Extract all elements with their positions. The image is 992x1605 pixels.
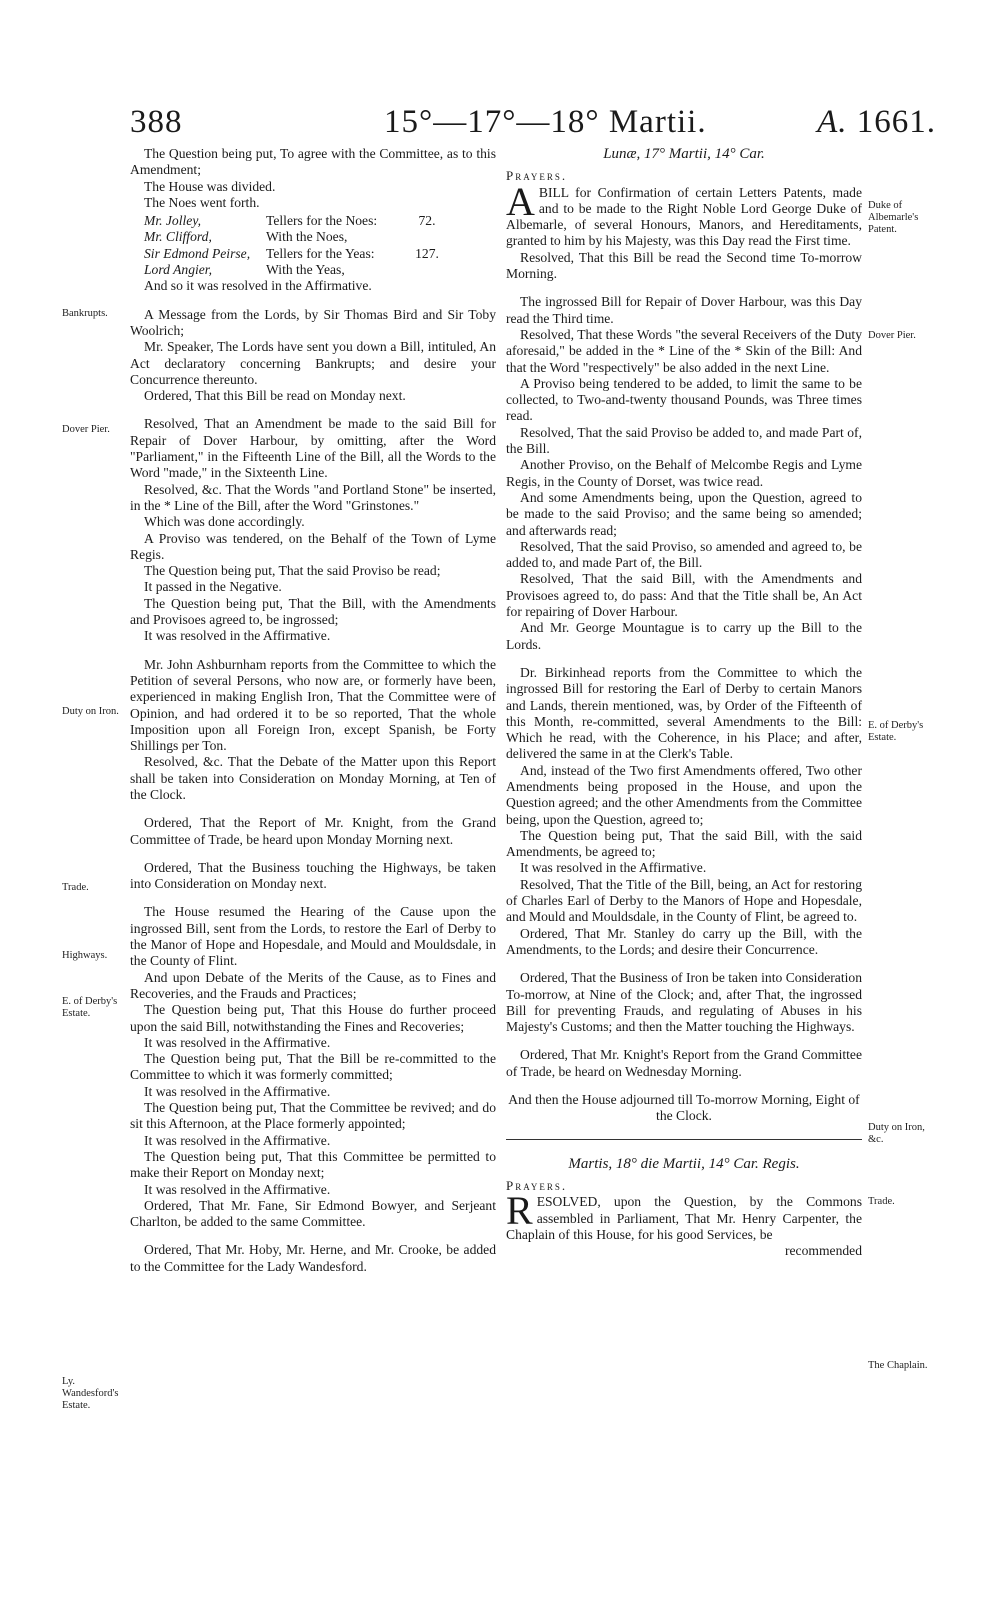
- sitting-date-title: Martis, 18° die Martii, 14° Car. Regis.: [568, 1155, 800, 1172]
- paragraph: Ordered, That the Business touching the Highways, be taken into Consideration on Monday next.: [130, 859, 496, 892]
- paragraph: It was resolved in the Affirmative.: [144, 1083, 331, 1099]
- paragraph: Ordered, That the Report of Mr. Knight, from the Grand Committee of Trade, be heard upon Monday Morning next.: [130, 815, 496, 847]
- paragraph: Another Proviso, on the Behalf of Melcombe Regis and Lyme Regis, in the County of Dorset, was twice read.: [506, 457, 862, 489]
- section-duty-on-iron: [130, 657, 496, 804]
- paragraph: Dr. Birkinhead reports from the Committee to which the ingrossed Bill for restoring the Earl of Derby to certain Manors and Lands, therein mentioned, was, by Order of the Fifteenth of this Month, re-committed, several Amendments to the Bill: Which he read, with the Coherence, in his Place; and after, delivered the same in at the Clerk's Table.: [506, 664, 862, 762]
- header-dates: 15°—17°—18° Martii.: [384, 104, 707, 140]
- margin-note-derby-estate: E. of Derby's Estate.: [868, 720, 924, 743]
- tellers-row: [144, 246, 496, 262]
- section-trade: [506, 1047, 862, 1080]
- section-highways: [130, 860, 496, 893]
- section-trade: [130, 815, 496, 848]
- paragraph: Resolved, &c. That the Debate of the Matter upon this Report shall be taken into Consideration on Monday Morning, at Ten of the Clock.: [130, 754, 496, 802]
- paragraph: The Question being put, That the Bill be re-committed to the Committee to which it was formerly committed;: [130, 1051, 496, 1083]
- teller-role: With the Noes,: [266, 229, 348, 245]
- section-derby-estate: [130, 904, 496, 1230]
- header-year: [817, 104, 936, 141]
- tellers-row: [144, 213, 496, 229]
- paragraph: Resolved, That the said Proviso, so amended and agreed to, be added to, and made Part of, the Bill.: [506, 538, 862, 571]
- paragraph: It was resolved in the Affirmative.: [144, 1132, 331, 1148]
- paragraph: It was resolved in the Affirmative.: [520, 860, 707, 876]
- paragraph: And so it was resolved in the Affirmative.: [144, 278, 372, 294]
- margin-note-wandesford: Ly. Wandesford's Estate.: [62, 1376, 119, 1411]
- section-dover-pier: [506, 294, 862, 653]
- section-derby-estate: [506, 665, 862, 958]
- paragraph: The Question being put, That the Bill, with the Amendments and Provisoes agreed to, be ingrossed;: [130, 595, 496, 628]
- paragraph: The ingrossed Bill for Repair of Dover Harbour, was this Day read the Third time.: [506, 294, 862, 326]
- paragraph: Mr. Speaker, The Lords have sent you down a Bill, intituled, An Act declaratory concerning Bankrupts; and desire your Concurrence thereunto.: [130, 339, 496, 387]
- paragraph: A Proviso being tendered to be added, to limit the same to be collected, to Two-and-twenty thousand Pounds, was Three times read.: [506, 375, 862, 424]
- paragraph: Ordered, That Mr. Fane, Sir Edmond Bowyer, and Serjeant Charlton, be added to the same Committee.: [130, 1197, 496, 1230]
- paragraph: And, instead of the Two first Amendments offered, Two other Amendments being proposed in the House, and upon the Question agreed; and the other Amendments from the Committee being, upon the Question, agreed to;: [506, 762, 862, 827]
- tellers-table: [144, 213, 496, 278]
- section-dover-pier: [130, 416, 496, 644]
- paragraph: Resolved, That the Title of the Bill, being, an Act for restoring of Charles Earl of Derby to the Manors of Hope and Hopesdale, and Mould and Mouldsdale, in the County of Flint, be agreed to.: [506, 876, 862, 925]
- prayers-heading: Prayers.: [506, 1177, 568, 1193]
- section-wandesford: [130, 1242, 496, 1275]
- paragraph: The Question being put, That the said Proviso be read;: [144, 563, 441, 579]
- teller-role: Tellers for the Yeas:: [266, 245, 375, 261]
- teller-name: Lord Angier,: [144, 262, 212, 278]
- paragraph: The House resumed the Hearing of the Cause upon the ingrossed Bill, sent from the Lords, to restore the Earl of Derby to the Manor of Hope and Hopesdale, and Mould and Mouldsdale, in the County of Flint.: [130, 904, 496, 969]
- paragraph: The Question being put, That the said Bill, with the said Amendments, be agreed to;: [506, 827, 862, 860]
- section-adjournment: [506, 1092, 862, 1125]
- margin-note-trade: Trade.: [62, 882, 89, 893]
- section-divider: [506, 1139, 862, 1140]
- paragraph: It was resolved in the Affirmative.: [144, 1181, 331, 1197]
- teller-name: Mr. Jolley,: [144, 213, 202, 229]
- margin-note-derby-estate: E. of Derby's Estate.: [62, 996, 118, 1019]
- paragraph: The Question being put, That this House do further proceed upon the said Bill, notwithstanding the Fines and Recoveries;: [130, 1002, 496, 1034]
- section-duty-on-iron: [506, 970, 862, 1035]
- paragraph: Resolved, That this Bill be read the Second time To-morrow Morning.: [506, 249, 862, 282]
- teller-role: Tellers for the Noes:: [266, 213, 378, 229]
- adjournment-note: And then the House adjourned till To-morrow Morning, Eight of the Clock.: [508, 1092, 860, 1124]
- paragraph: And Mr. George Mountague is to carry up the Bill to the Lords.: [506, 620, 862, 652]
- paragraph: The Question being put, That this Committee be permitted to make their Report on Monday next;: [130, 1148, 496, 1181]
- catchword: recommended: [785, 1243, 862, 1259]
- paragraph: Resolved, That the said Proviso be added to, and made Part of, the Bill.: [506, 424, 862, 457]
- margin-note-bankrupts: Bankrupts.: [62, 308, 108, 319]
- paragraph: And some Amendments being, upon the Question, agreed to be made to the said Proviso; and the same being so amended; and afterwards read;: [506, 489, 862, 538]
- right-column: [506, 146, 862, 1259]
- paragraph: The House was divided.: [144, 178, 276, 194]
- paragraph: Resolved, That an Amendment be made to the said Bill for Repair of Dover Harbour, by omitting, after the Word "Parliament," in the Fifteenth Line of the Bill, all the Words to the Word "made," in the Sixteenth Line.: [130, 416, 496, 481]
- teller-role: With the Yeas,: [266, 262, 345, 278]
- paragraph: A Proviso was tendered, on the Behalf of the Town of Lyme Regis.: [130, 530, 496, 562]
- page-number: 388: [130, 104, 183, 140]
- margin-note-dover-pier: Dover Pier.: [62, 424, 110, 435]
- paragraph-text: BILL for Confirmation of certain Letters Patents, made and to be made to the Right Noble Lord George Duke of Albemarle, of several Honours, Manors, and Hereditaments, granted to him by his Majesty, was this Day read the First time.: [506, 184, 862, 249]
- left-column: [130, 146, 496, 1275]
- paragraph: And upon Debate of the Merits of the Cause, as to Fines and Recoveries, and the Frauds and Practices;: [130, 969, 496, 1001]
- drop-cap: A: [506, 178, 535, 224]
- margin-note-duty-on-iron: Duty on Iron, &c.: [868, 1122, 925, 1145]
- teller-name: Mr. Clifford,: [144, 229, 212, 245]
- paragraph: A Message from the Lords, by Sir Thomas Bird and Sir Toby Woolrich;: [130, 306, 496, 338]
- header-year-value: 1661.: [856, 104, 936, 140]
- paragraph: Ordered, That Mr. Stanley do carry up the Bill, with the Amendments, to the Lords; and desire their Concurrence.: [506, 925, 862, 957]
- paragraph: Ordered, That the Business of Iron be taken into Consideration To-morrow, at Nine of the Clock; and, after That, the ingrossed Bill for preventing Frauds, and regulating of Abuses in his Majesty's Customs; and then the Matter touching the Highways.: [506, 970, 862, 1035]
- paragraph: It was resolved in the Affirmative.: [144, 628, 331, 644]
- paragraph: The Question being put, That the Committee be revived; and do sit this Afternoon, at the Place formerly appointed;: [130, 1100, 496, 1132]
- paragraph: Ordered, That Mr. Knight's Report from the Grand Committee of Trade, be heard on Wednesday Morning.: [506, 1047, 862, 1079]
- paragraph: Ordered, That this Bill be read on Monday next.: [144, 388, 406, 404]
- vote-count: 127.: [415, 245, 439, 261]
- drop-cap: R: [506, 1188, 533, 1234]
- vote-count: 72.: [418, 213, 436, 229]
- margin-note-albemarle-patent: Duke of Albemarle's Patent.: [868, 200, 919, 235]
- margin-note-trade: Trade.: [868, 1196, 895, 1207]
- margin-note-chaplain: The Chaplain.: [868, 1360, 928, 1371]
- prayers-heading: Prayers.: [506, 168, 568, 184]
- sitting-date-title: Lunæ, 17° Martii, 14° Car.: [603, 146, 765, 162]
- paragraph-text: ESOLVED, upon the Question, by the Commons assembled in Parliament, That Mr. Henry Carpenter, the Chaplain of this House, for his good Services, be: [506, 1194, 862, 1242]
- paragraph: [506, 1188, 862, 1243]
- paragraph: The Noes went forth.: [144, 194, 260, 210]
- paragraph: Ordered, That Mr. Hoby, Mr. Herne, and Mr. Crooke, be added to the Committee for the Lady Wandesford.: [130, 1242, 496, 1274]
- margin-note-dover-pier: Dover Pier.: [868, 330, 916, 341]
- header-year-prefix: A.: [817, 104, 848, 140]
- section-bankrupts: [130, 307, 496, 405]
- teller-name: Sir Edmond Peirse,: [144, 245, 251, 261]
- paragraph: [506, 178, 862, 250]
- paragraph: It was resolved in the Affirmative.: [144, 1034, 331, 1050]
- tellers-row: [144, 229, 496, 245]
- margin-note-highways: Highways.: [62, 950, 108, 961]
- paragraph: Resolved, That these Words "the several Receivers of the Duty aforesaid," be added in the * Line of the * Skin of the Bill: And that the Word "respectively" be also added in the next Line.: [506, 326, 862, 375]
- paragraph: Mr. John Ashburnham reports from the Committee to which the Petition of several Persons, who now are, or formerly have been, experienced in making English Iron, That the Committee were of Opinion, and had ordered it to be so reported, That the whole Imposition upon all Foreign Iron, except Spanish, be Forty Shillings per Ton.: [130, 656, 496, 754]
- paragraph: Resolved, That the said Bill, with the Amendments and Provisoes agreed to, do pass: And that the Title shall be, An Act for repairing of Dover Harbour.: [506, 571, 862, 620]
- paragraph: Which was done accordingly.: [144, 514, 305, 530]
- paragraph: Resolved, &c. That the Words "and Portland Stone" be inserted, in the * Line of the Bill, after the Word "Grinstones.": [130, 481, 496, 513]
- paragraph: The Question being put, To agree with the Committee, as to this Amendment;: [130, 146, 496, 178]
- tellers-row: [144, 262, 496, 278]
- margin-note-duty-on-iron: Duty on Iron.: [62, 706, 119, 717]
- page-header: [130, 104, 940, 144]
- paragraph: It passed in the Negative.: [144, 579, 282, 595]
